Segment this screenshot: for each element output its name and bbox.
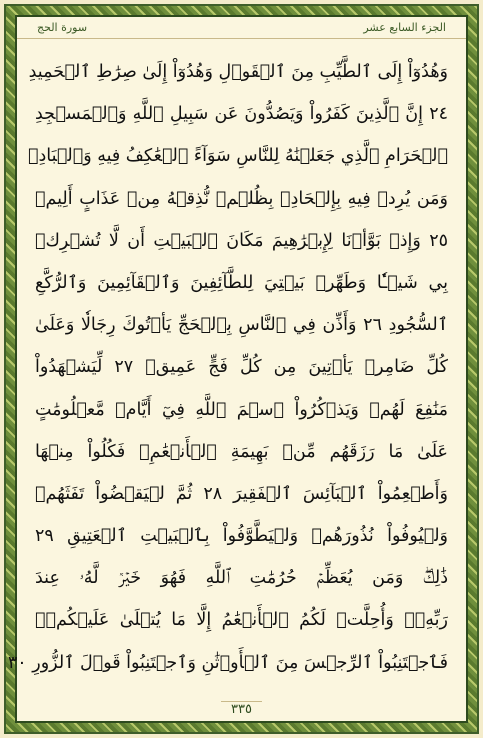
text-line-2: ٢٤ إِنَّ ٱلَّذِينَ كَفَرُواْ وَيَصُدُّونَ عَن سَبِيلِ ٱللَّهِ وَٱلۡمَسۡجِدِ: [35, 104, 448, 125]
page-footer: [17, 697, 466, 721]
text-line-1: وَهُدُوٓاْ إِلَى ٱلطَّيِّبِ مِنَ ٱلۡقَوۡلِ وَهُدُوٓاْ إِلَىٰ صِرَٰطِ ٱلۡحَمِيدِ: [28, 62, 448, 82]
text-line-5: ٢٥ وَإِذۡ بَوَّأۡنَا لِإِبۡرَٰهِيمَ مَكَانَ ٱلۡبَيۡتِ أَن لَّا تُشۡرِكۡ: [35, 230, 448, 251]
text-line-11: وَأَطۡعِمُواْ ٱلۡبَآئِسَ ٱلۡفَقِيرَ ٢٨ ثُمَّ لۡيَقۡضُواْ تَفَثَهُمۡ: [35, 483, 448, 504]
page-header: [17, 17, 466, 39]
juz-label: الجزء السابع عشر: [363, 21, 446, 34]
surah-label: سورة الحج: [37, 21, 88, 34]
text-line-14: رَبِّهِۦۗ وَأُحِلَّتۡ لَكُمُ ٱلۡأَنۡعَٰمُ إِلَّا مَا يُتۡلَىٰ عَلَيۡكُمۡۖ: [35, 610, 448, 631]
text-line-9: مَنَٰفِعَ لَهُمۡ وَيَذۡكُرُواْ ٱسۡمَ ٱللَّهِ فِيٓ أَيَّامٖ مَّعۡلُومَٰتٍ: [35, 399, 448, 420]
text-line-7: ٱلسُّجُودِ ٢٦ وَأَذِّن فِي ٱلنَّاسِ بِٱلۡحَجِّ يَأۡتُوكَ رِجَالٗا وَعَلَىٰ: [35, 315, 448, 336]
text-line-6: بِي شَيۡـٔٗا وَطَهِّرۡ بَيۡتِيَ لِلطَّآئِفِينَ وَٱلۡقَآئِمِينَ وَٱلرُّكَّعِ: [35, 272, 448, 293]
text-line-8: كُلِّ ضَامِرٖ يَأۡتِينَ مِن كُلِّ فَجٍّ عَمِيقٖ ٢٧ لِّيَشۡهَدُواْ: [35, 357, 448, 378]
text-line-13: ذَٰلِكَۖ وَمَن يُعَظِّمۡ حُرُمَٰتِ ٱللَّهِ فَهُوَ خَيۡرٞ لَّهُۥ عِندَ: [35, 568, 448, 589]
page-content-area: [7, 15, 468, 723]
text-line-10: عَلَىٰ مَا رَزَقَهُم مِّنۢ بَهِيمَةِ ٱلۡأَنۡعَٰمِۖ فَكُلُواْ مِنۡهَا: [35, 441, 448, 462]
quran-text: [7, 51, 448, 684]
text-line-4: وَمَن يُرِدۡ فِيهِ بِإِلۡحَادِۭ بِظُلۡمٖ نُّذِقۡهُ مِنۡ عَذَابٍ أَلِيمٖ: [35, 188, 448, 209]
text-line-3: ٱلۡحَرَامِ ٱلَّذِي جَعَلۡنَٰهُ لِلنَّاسِ سَوَآءً ٱلۡعَٰكِفُ فِيهِ وَٱلۡبَادِۚ: [27, 146, 448, 167]
page-number: ٣٣٥: [221, 701, 262, 717]
text-line-15: فَٱجۡتَنِبُواْ ٱلرِّجۡسَ مِنَ ٱلۡأَوۡثَٰنِ وَٱجۡتَنِبُواْ قَوۡلَ ٱلزُّورِ ٣٠: [7, 652, 448, 673]
text-line-12: وَلۡيُوفُواْ نُذُورَهُمۡ وَلۡيَطَّوَّفُواْ بِٱلۡبَيۡتِ ٱلۡعَتِيقِ ٢٩: [35, 526, 448, 547]
